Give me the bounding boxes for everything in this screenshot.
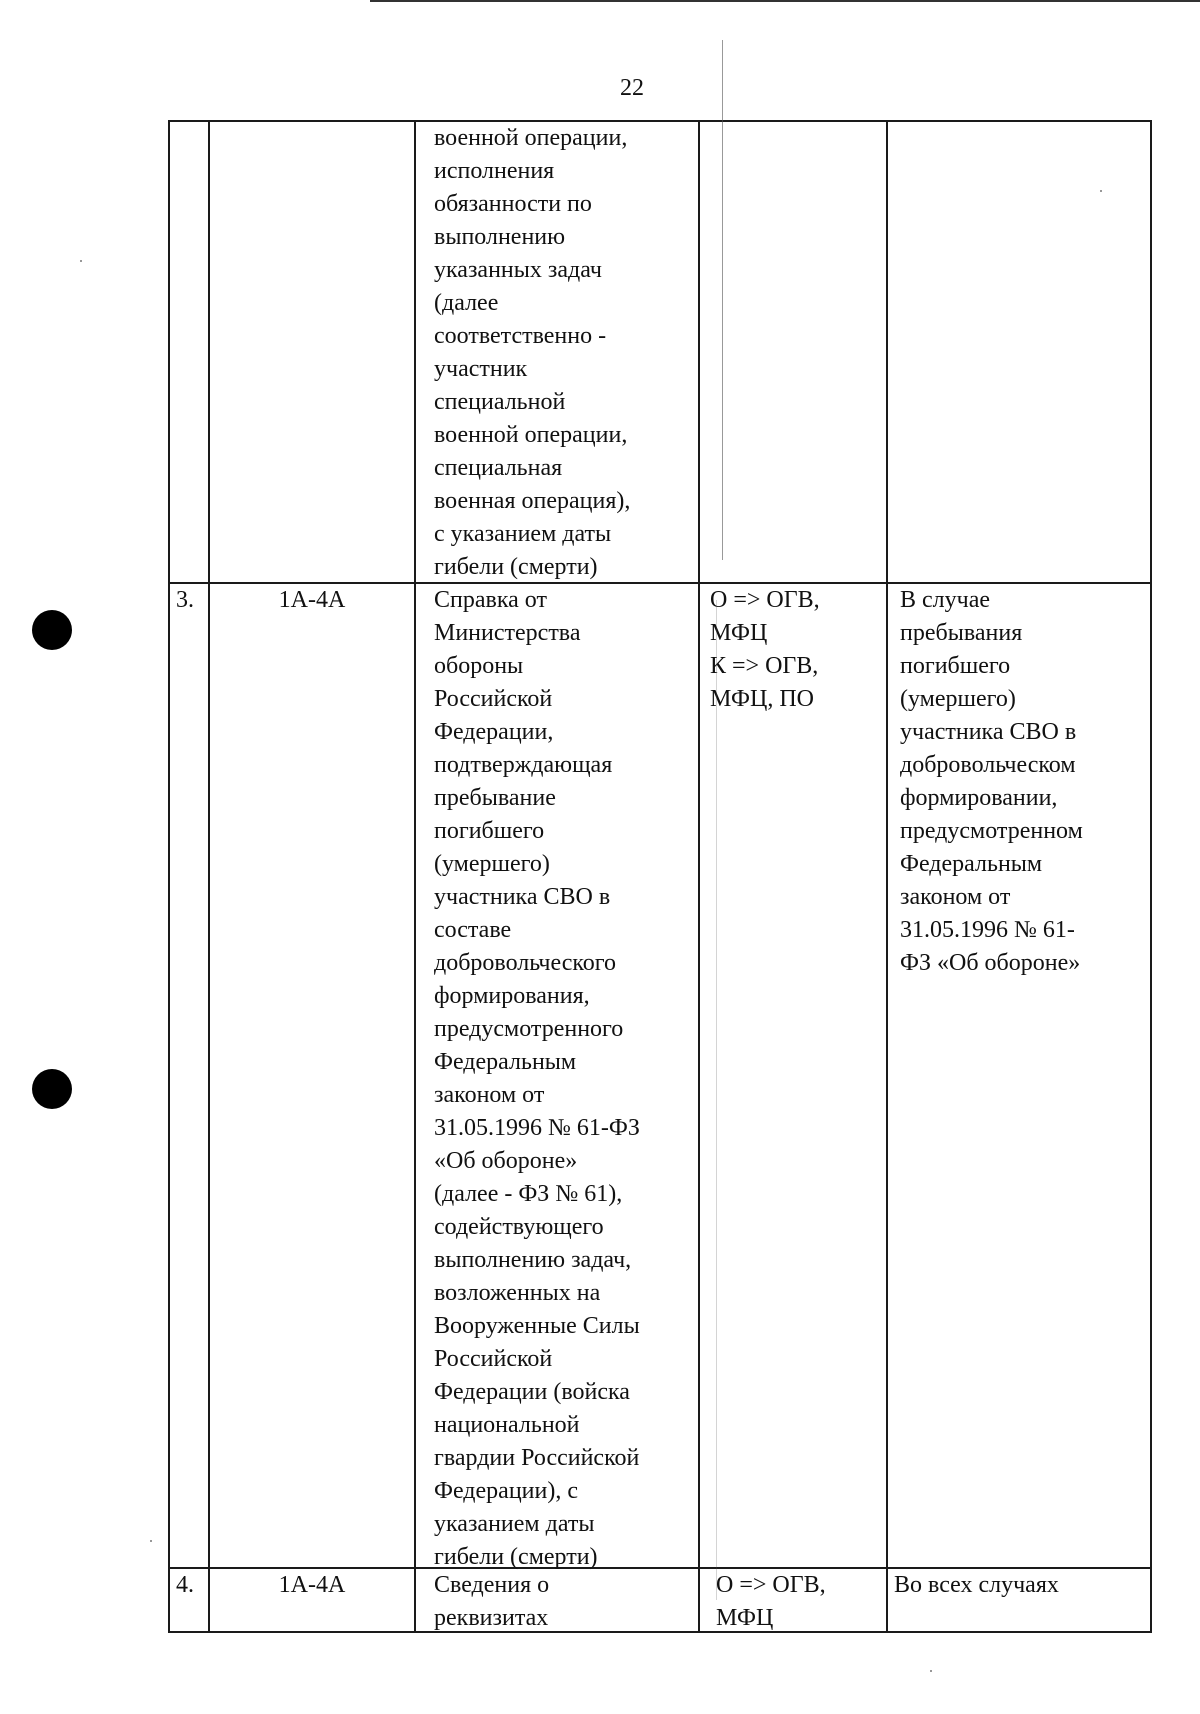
table-row-2-flow: О => ОГВ, МФЦ К => ОГВ, МФЦ, ПО <box>710 587 820 712</box>
table-row-2-code: 1А-4А <box>278 587 346 613</box>
scan-artifact-line <box>716 600 717 1600</box>
table-row-3-number: 4. <box>176 1572 194 1598</box>
scan-speck <box>930 1670 932 1672</box>
column-divider-4 <box>886 120 888 1633</box>
page-number: 22 <box>620 75 644 101</box>
table-border-right <box>1150 120 1152 1633</box>
column-divider-1 <box>208 120 210 1633</box>
column-divider-3 <box>698 120 700 1633</box>
table-row-2-note: В случае пребывания погибшего (умершего) участника СВО в добровольческом формировании, предусмотренном Федеральным законом от 31.05.1996 № 61- ФЗ «Об обороне» <box>900 587 1083 976</box>
scan-top-edge-line <box>370 0 1200 2</box>
document-table <box>168 120 1152 1633</box>
table-border-left <box>168 120 170 1633</box>
scan-speck <box>1100 190 1102 192</box>
punch-hole-upper <box>32 610 72 650</box>
table-row-3-note: Во всех случаях <box>894 1572 1059 1598</box>
table-row-1-document: военной операции, исполнения обязанности по выполнению указанных задач (далее соответственно - участник специальной военной операции, специальная военная операция), с указанием даты гибели (смерти) <box>434 125 631 580</box>
table-row-2-document: Справка от Министерства обороны Российской Федерации, подтверждающая пребывание погибшего (умершего) участника СВО в составе добровольческого формирования, предусмотренного Федеральным законом от 31.05.1996 № 61-ФЗ «Об обороне» (далее - ФЗ № 61), содействующего выполнению задач, возложенных на Вооруженные Силы Российской Федерации (войска национальной гвардии Российской Федерации), с указанием даты гибели (смерти) <box>434 587 640 1570</box>
table-row-3-document: Сведения о реквизитах <box>434 1572 550 1631</box>
scan-speck <box>150 1540 152 1542</box>
column-divider-2 <box>414 120 416 1633</box>
table-row-2-number: 3. <box>176 587 194 613</box>
punch-hole-lower <box>32 1069 72 1109</box>
table-row-3-code: 1А-4А <box>278 1572 346 1598</box>
scan-speck <box>80 260 82 262</box>
scan-artifact-line <box>722 40 723 560</box>
table-row-3-flow: О => ОГВ, МФЦ <box>716 1572 826 1631</box>
